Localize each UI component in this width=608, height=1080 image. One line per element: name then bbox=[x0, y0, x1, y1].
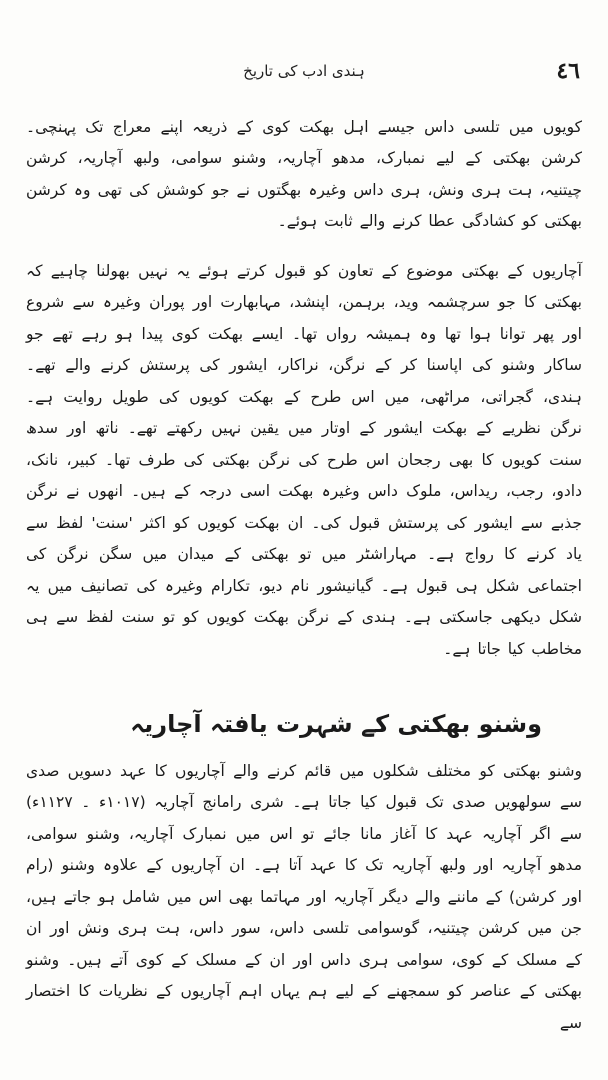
paragraph-acharyas: وشنو بھکتی کو مختلف شکلوں میں قائم کرنے والے آچاریوں کا عہد دسویں صدی سے سولھویں صدی تک قبول کیا جاتا ہے۔ شری رامانج آچاریہ (۱۰۱۷ء ۔ ۱۱۲۷ء) سے اگر آچاریہ عہد کا آغاز مانا جائے تو اس میں نمبارک آچاریہ، وشنو سوامی، مدھو آچاریہ اور ولبھ آچاریہ تک کا عہد آتا ہے۔ ان آچاریوں کے علاوہ وشنو (رام اور کرشن) کے ماننے والے دیگر آچاریہ اور مہاتما بھی اس میں شامل ہو جاتے ہیں، جن میں کرشن چیتنیہ، گوسوامی تلسی داس، سور داس، ہت ہری ونش اور ان کے مسلک کے کوی، سوامی ہری داس اور ان کے مسلک کے کوی آتے ہیں۔ وشنو بھکتی کے عناصر کو سمجھنے کے لیے ہم یہاں اہم آچاریوں کے نظریات کا اختصار سے bbox=[26, 761, 582, 1032]
paragraph-nirgun-bhakti: آچاریوں کے بھکتی موضوع کے تعاون کو قبول کرتے ہوئے یہ نہیں بھولنا چاہیے کہ بھکتی کا جو سرچشمہ وید، برہمن، اپنشد، مہابھارت اور پوران وغیرہ سے شروع اور پھر توانا ہوا تھا وہ ہمیشہ رواں تھا۔ ایسے بھکت کوی پیدا ہو رہے تھے جو ساکار وشنو کی اپاسنا کر کے نرگن، نراکار، ایشور کی پرستش کرنے والے تھے۔ ہندی، گجراتی، مراٹھی، میں اس طرح کے بھکت کویوں کی طویل روایت ہے۔ نرگن نظریے کے بھکت ایشور کے اوتار میں یقین نہیں رکھتے تھے۔ ناتھ اور سدھ سنت کویوں کا بھی رجحان اس طرح کی نرگن بھکتی کی طرف تھا۔ کبیر، نانک، دادو، رجب، ریداس، ملوک داس وغیرہ بھکت اسی درجہ کے ہیں۔ انھوں نے نرگن جذبے سے ایشور کی پرستش قبول کی۔ ان بھکت کویوں کو اکثر 'سنت' لفظ سے یاد کرنے کا رواج ہے۔ مہاراشٹر میں تو بھکتی کے میدان میں سگن نرگن کی اجتماعی شکل ہی قبول ہے۔ گیانیشور نام دیو، تکارام وغیرہ کی تصانیف میں یہ شکل دیکھی جاسکتی ہے۔ ہندی کے نرگن بھکت کویوں کو تو سنت لفظ سے ہی مخاطب کیا جاتا ہے۔ bbox=[26, 261, 582, 658]
page-end-spacer bbox=[36, 1038, 38, 1040]
section-heading: وشنو بھکتی کے شہرت یافتہ آچاریہ bbox=[130, 709, 542, 738]
page-header bbox=[20, 58, 588, 94]
paragraph-bhakti-poets: کویوں میں تلسی داس جیسے اہل بھکت کوی کے ذریعہ اپنے معراج تک پہنچی۔ کرشن بھکتی کے لیے نمبارک، مدھو آچاریہ، وشنو سوامی، ولبھ آچاریہ، کرشن چیتنیہ، ہت ہری ونش، ہری داس وغیرہ بھگتوں نے جو کوشش کی تھی وہ کرشن بھکتی کو کشادگی عطا کرنے والے ثابت ہوئے۔ bbox=[26, 117, 582, 230]
running-title: ہندی ادب کی تاریخ bbox=[243, 62, 365, 80]
page-number: ٤٦ bbox=[556, 58, 580, 84]
